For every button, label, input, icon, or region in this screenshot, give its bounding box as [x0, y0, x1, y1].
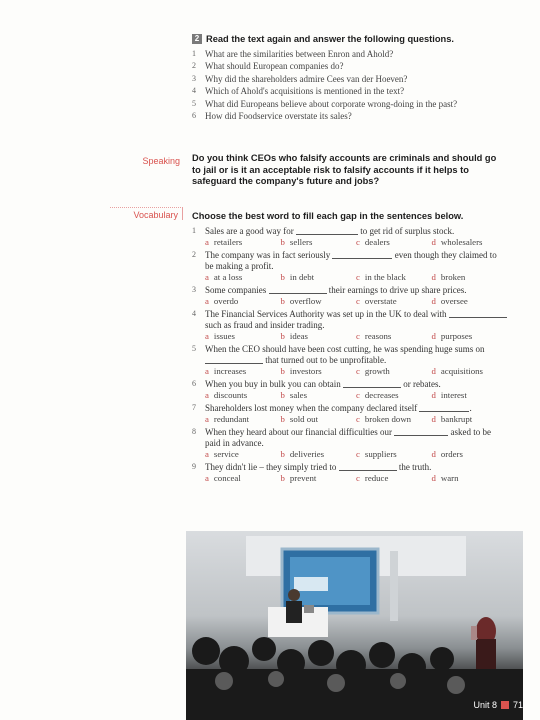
option-c[interactable] [356, 237, 432, 248]
option-letter: a [205, 414, 209, 424]
option-word: overdo [213, 296, 239, 306]
item-number: 8 [192, 427, 196, 436]
gap-blank[interactable] [419, 411, 469, 412]
sentence-before: When the CEO should have been cost cutting, he was spending huge sums on [205, 344, 485, 354]
option-letter: d [431, 449, 436, 459]
option-letter: b [280, 237, 285, 247]
option-a[interactable] [205, 331, 281, 342]
item-number: 1 [192, 226, 196, 235]
item-sentence [205, 250, 507, 272]
question-text: What should European companies do? [205, 61, 344, 72]
option-letter: c [356, 272, 360, 282]
option-c[interactable] [356, 390, 432, 401]
option-word: broken down [364, 414, 412, 424]
vocabulary-item [192, 309, 507, 342]
option-letter: b [280, 296, 285, 306]
comprehension-heading-text: Read the text again and answer the following questions. [206, 34, 454, 44]
option-word: wholesalers [440, 237, 483, 247]
vocabulary-heading: Choose the best word to fill each gap in the sentences below. [192, 211, 464, 221]
options-row [205, 473, 507, 484]
option-d[interactable] [432, 449, 508, 460]
option-word: reasons [364, 331, 392, 341]
option-letter: c [356, 296, 360, 306]
option-letter: c [356, 366, 360, 376]
sentence-after: . [469, 403, 472, 413]
option-letter: a [205, 331, 209, 341]
sentence-before: The company was in fact seriously [205, 250, 331, 260]
option-letter: a [205, 449, 209, 459]
gap-blank[interactable] [296, 234, 358, 235]
option-letter: b [280, 449, 285, 459]
item-sentence [205, 427, 507, 449]
option-a[interactable] [205, 390, 281, 401]
option-letter: a [205, 366, 209, 376]
option-letter: b [280, 366, 285, 376]
option-word: investors [289, 366, 322, 376]
option-a[interactable] [205, 414, 281, 425]
option-word: growth [364, 366, 390, 376]
item-sentence [205, 403, 507, 414]
option-word: deliveries [289, 449, 325, 459]
option-b[interactable] [281, 272, 357, 283]
options-row [205, 237, 507, 248]
option-word: warn [440, 473, 459, 483]
option-word: decreases [364, 390, 399, 400]
option-letter: d [431, 390, 436, 400]
option-word: bankrupt [440, 414, 473, 424]
option-letter: a [205, 473, 209, 483]
vocabulary-section [192, 210, 507, 486]
option-word: sellers [289, 237, 313, 247]
option-letter: d [431, 296, 436, 306]
sentence-after: or rebates. [403, 379, 441, 389]
sentence-before: When you buy in bulk you can obtain [205, 379, 341, 389]
vocabulary-list [192, 226, 507, 484]
option-a[interactable] [205, 272, 281, 283]
item-number: 6 [192, 379, 196, 388]
option-word: purposes [440, 331, 473, 341]
sentence-before: Shareholders lost money when the company declared itself [205, 403, 418, 413]
option-word: acquisitions [440, 366, 483, 376]
option-d[interactable] [432, 296, 508, 307]
option-word: retailers [213, 237, 243, 247]
gap-blank[interactable] [343, 387, 401, 388]
option-letter: a [205, 296, 209, 306]
sentence-before: Sales are a good way for [205, 226, 294, 236]
footer-red-square [501, 701, 509, 709]
question-number: 6 [192, 111, 196, 121]
option-letter: b [280, 331, 285, 341]
options-row [205, 296, 507, 307]
option-letter: c [356, 331, 360, 341]
option-word: sales [289, 390, 308, 400]
conference-photo [186, 531, 523, 720]
option-word: service [213, 449, 239, 459]
option-a[interactable] [205, 449, 281, 460]
sentence-before: They didn't lie – they simply tried to [205, 462, 337, 472]
option-a[interactable] [205, 473, 281, 484]
option-word: dealers [364, 237, 390, 247]
page-footer [473, 700, 523, 710]
option-c[interactable] [356, 272, 432, 283]
option-word: broken [440, 272, 466, 282]
sentence-before: Some companies [205, 285, 267, 295]
option-b[interactable] [281, 237, 357, 248]
item-sentence [205, 379, 507, 390]
option-a[interactable] [205, 366, 281, 377]
item-number: 4 [192, 309, 196, 318]
option-d[interactable] [432, 237, 508, 248]
option-letter: b [280, 473, 285, 483]
option-word: sold out [289, 414, 319, 424]
option-a[interactable] [205, 296, 281, 307]
option-letter: d [431, 473, 436, 483]
option-c[interactable] [356, 473, 432, 484]
gap-blank[interactable] [339, 470, 397, 471]
option-c[interactable] [356, 366, 432, 377]
options-row [205, 272, 507, 283]
item-number: 7 [192, 403, 196, 412]
option-b[interactable] [281, 390, 357, 401]
option-letter: d [431, 272, 436, 282]
option-letter: b [280, 414, 285, 424]
option-letter: c [356, 414, 360, 424]
option-d[interactable] [432, 473, 508, 484]
option-word: at a loss [213, 272, 243, 282]
sentence-after: asked to be paid in advance. [205, 427, 492, 448]
option-word: conceal [213, 473, 241, 483]
question-text: What are the similarities between Enron and Ahold? [205, 49, 394, 59]
option-c[interactable] [356, 449, 432, 460]
question-text: How did Foodservice overstate its sales? [205, 111, 352, 122]
options-row [205, 390, 507, 401]
exercise-number-badge: 2 [192, 34, 202, 44]
vocabulary-item [192, 344, 507, 377]
question-number: 4 [192, 86, 196, 96]
option-letter: a [205, 272, 209, 282]
question-number: 1 [192, 49, 196, 58]
option-b[interactable] [281, 473, 357, 484]
option-word: increases [213, 366, 247, 376]
option-word: discounts [213, 390, 248, 400]
sentence-after: such as fraud and insider trading. [205, 320, 325, 330]
option-word: in debt [289, 272, 315, 282]
speaking-label: Speaking [142, 156, 180, 166]
vocabulary-label: Vocabulary [110, 207, 183, 220]
question-item [192, 110, 507, 122]
item-number: 9 [192, 462, 196, 471]
item-sentence [205, 309, 507, 331]
options-row [205, 414, 507, 425]
option-letter: b [280, 272, 285, 282]
option-letter: c [356, 237, 360, 247]
item-sentence [205, 226, 507, 237]
question-text: Which of Ahold's acquisitions is mentioned in the text? [205, 86, 405, 97]
conference-scene-illustration [186, 531, 523, 720]
option-letter: c [356, 390, 360, 400]
sentence-before: When they heard about our financial difficulties our [205, 427, 393, 437]
option-word: ideas [289, 331, 308, 341]
option-b[interactable] [281, 414, 357, 425]
question-item [192, 48, 507, 60]
option-d[interactable] [432, 366, 508, 377]
option-word: overstate [364, 296, 397, 306]
option-letter: b [280, 390, 285, 400]
option-letter: d [431, 414, 436, 424]
option-letter: d [431, 237, 436, 247]
sentence-before: The Financial Services Authority was set up in the UK to deal with [205, 309, 447, 319]
option-d[interactable] [432, 331, 508, 342]
options-row [205, 366, 507, 377]
question-item [192, 85, 507, 97]
option-letter: a [205, 390, 209, 400]
option-c[interactable] [356, 296, 432, 307]
comprehension-section [192, 33, 507, 122]
vocabulary-item [192, 379, 507, 401]
option-c[interactable] [356, 414, 432, 425]
options-row [205, 449, 507, 460]
option-d[interactable] [432, 272, 508, 283]
option-word: oversee [440, 296, 468, 306]
option-letter: a [205, 237, 209, 247]
sentence-after: that turned out to be unprofitable. [265, 355, 387, 365]
question-item [192, 73, 507, 85]
vocabulary-item [192, 427, 507, 460]
option-word: orders [440, 449, 463, 459]
option-word: issues [213, 331, 235, 341]
sentence-after: the truth. [398, 462, 432, 472]
speaking-prompt: Do you think CEOs who falsify accounts are criminals and should go to jail or is it an acceptable risk to falsify accounts if it helps to safeguard the company's future and jobs? [192, 153, 497, 187]
option-d[interactable] [432, 414, 508, 425]
question-list [192, 48, 507, 122]
sentence-after: to get rid of surplus stock. [360, 226, 455, 236]
item-sentence [205, 462, 507, 473]
item-number: 5 [192, 344, 196, 353]
gap-blank[interactable] [205, 363, 263, 364]
options-row [205, 331, 507, 342]
option-word: suppliers [364, 449, 397, 459]
item-number: 2 [192, 250, 196, 259]
option-word: reduce [364, 473, 389, 483]
option-b[interactable] [281, 331, 357, 342]
question-number: 5 [192, 98, 196, 108]
option-word: prevent [289, 473, 317, 483]
gap-blank[interactable] [394, 435, 448, 436]
vocabulary-item [192, 403, 507, 425]
option-word: in the black [364, 272, 406, 282]
vocabulary-item [192, 285, 507, 307]
sentence-after: even though they claimed to be making a profit. [205, 250, 497, 271]
option-letter: c [356, 473, 360, 483]
question-text: What did Europeans believe about corporate wrong-doing in the past? [205, 98, 458, 109]
item-sentence [205, 344, 507, 366]
option-b[interactable] [281, 449, 357, 460]
gap-blank[interactable] [449, 317, 507, 318]
page-number: 71 [512, 700, 523, 710]
option-word: overflow [289, 296, 322, 306]
question-item [192, 98, 507, 110]
option-a[interactable] [205, 237, 281, 248]
sentence-after: their earnings to drive up share prices. [328, 285, 467, 295]
vocabulary-item [192, 250, 507, 283]
option-word: redundant [213, 414, 250, 424]
item-number: 3 [192, 285, 196, 294]
gap-blank[interactable] [332, 258, 392, 259]
option-b[interactable] [281, 366, 357, 377]
option-d[interactable] [432, 390, 508, 401]
question-number: 3 [192, 73, 196, 83]
option-word: interest [440, 390, 467, 400]
vocabulary-item [192, 462, 507, 484]
question-item [192, 60, 507, 72]
option-letter: d [431, 331, 436, 341]
question-number: 2 [192, 61, 196, 71]
option-letter: d [431, 366, 436, 376]
vocabulary-item [192, 226, 507, 248]
item-sentence [205, 285, 507, 296]
option-c[interactable] [356, 331, 432, 342]
gap-blank[interactable] [269, 293, 327, 294]
unit-label: Unit 8 [473, 700, 497, 710]
comprehension-heading [192, 33, 507, 45]
option-letter: c [356, 449, 360, 459]
option-b[interactable] [281, 296, 357, 307]
question-text: Why did the shareholders admire Cees van der Hoeven? [205, 73, 408, 84]
speaking-section [192, 153, 507, 188]
